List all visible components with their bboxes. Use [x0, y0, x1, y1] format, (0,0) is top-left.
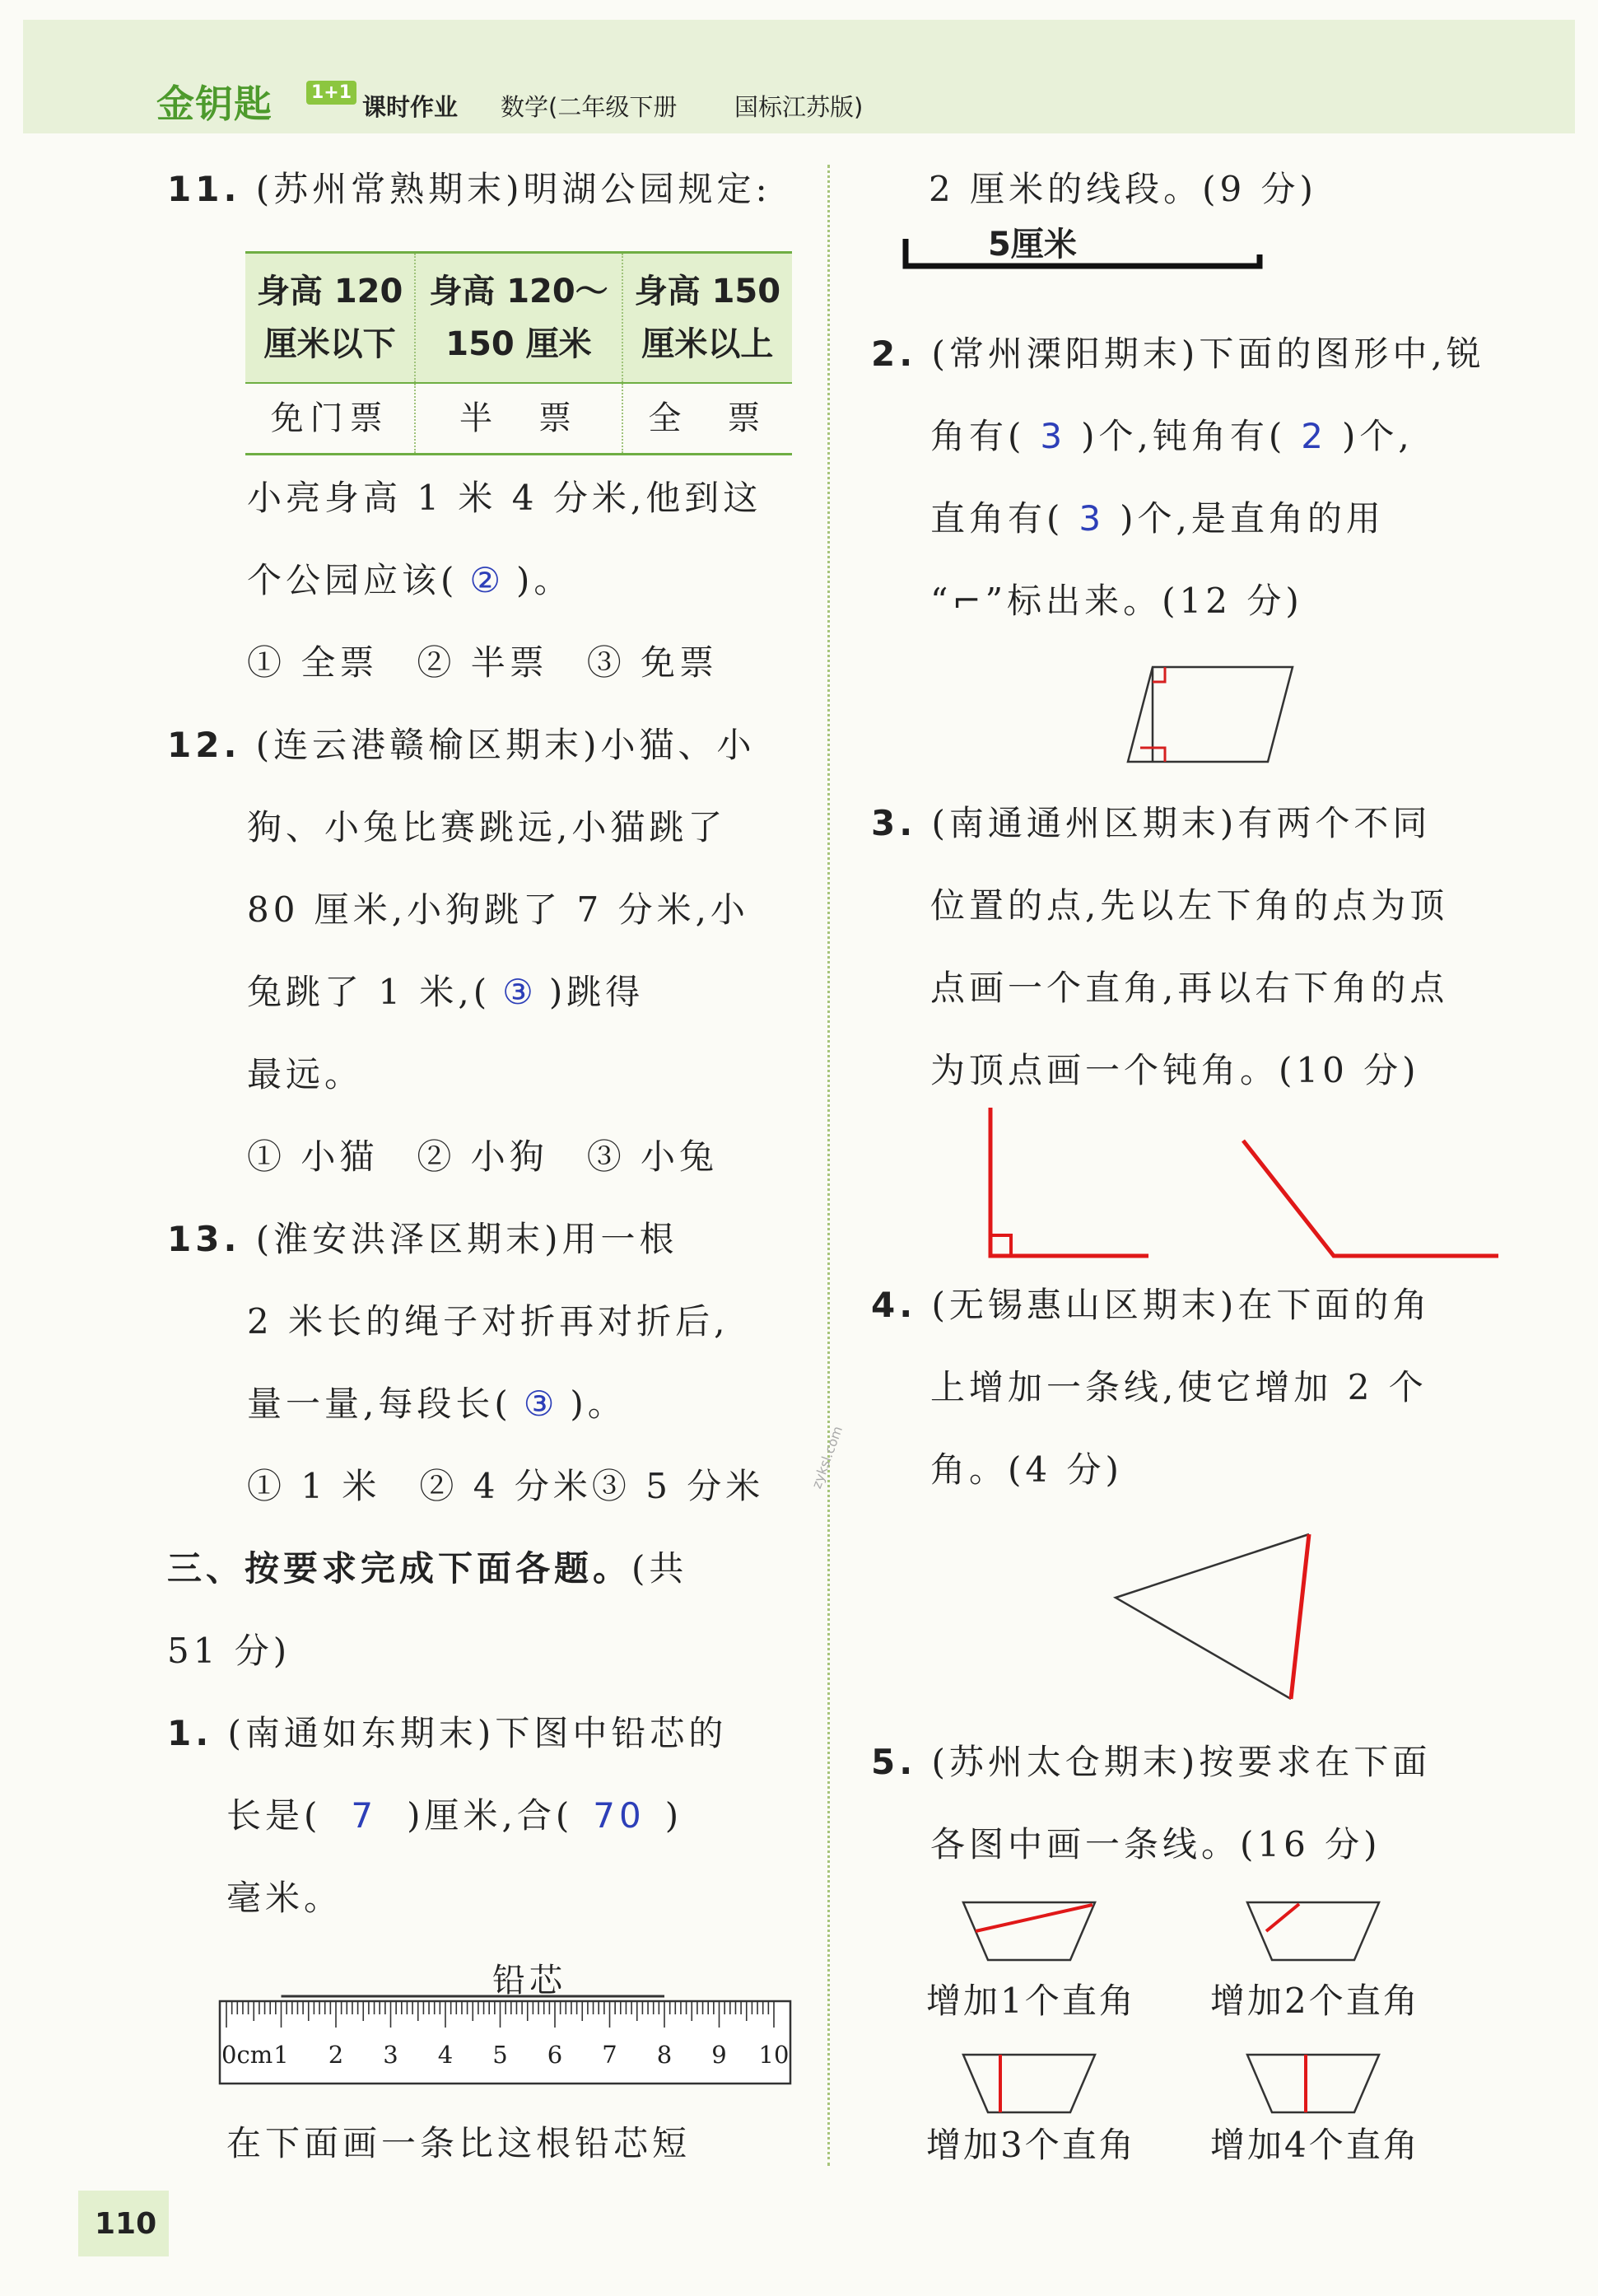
task-1-instruction-cont: 2 厘米的线段。(9 分) [929, 169, 1317, 209]
answer-mark: ③ [502, 972, 538, 1012]
label-2: 增加2个直角 [1210, 1981, 1420, 2021]
q11-line1: 小亮身高 1 米 4 分米,他到这 [247, 478, 762, 518]
section-heading: 三、按要求完成下面各题。(共 [167, 1548, 688, 1589]
ruler-tick-label: 9 [711, 2041, 727, 2069]
table-cell: 半 票 [415, 383, 622, 455]
table-cell: 免门票 [245, 383, 415, 455]
question-11 [167, 148, 771, 231]
ruler-tick-label: 2 [328, 2041, 344, 2069]
answer-mark: 2 [1301, 416, 1327, 456]
ruler-tick-label: 6 [547, 2041, 563, 2069]
question-12: 12. (连云港赣榆区期末)小猫、小 [167, 725, 756, 765]
question-number: 1. [167, 1713, 213, 1753]
ruler-tick-label: 7 [602, 2041, 617, 2069]
task-1-instruction: 在下面画一条比这根铅芯短 [226, 2123, 692, 2163]
task-2-line3: 直角有( 3 )个,是直角的用 [930, 498, 1385, 539]
ruler-label: 铅芯 [492, 1962, 566, 2000]
ruler-figure [218, 1993, 794, 2100]
table-header-cell: 身高 120～ 150 厘米 [415, 253, 622, 384]
task-4: 4. (无锡惠山区期末)在下面的角 [871, 1285, 1432, 1325]
question-number: 4. [871, 1285, 917, 1325]
section-points: 51 分) [167, 1631, 291, 1671]
table-header-cell: 身高 150 厘米以上 [622, 253, 792, 384]
task-4-line3: 角。(4 分) [930, 1449, 1123, 1490]
column-divider [827, 165, 830, 2166]
q11-line2: 个公园应该( ② )。 [247, 560, 573, 600]
task-3-line2: 位置的点,先以左下角的点为顶 [930, 885, 1449, 926]
task-1: 1. (南通如东期末)下图中铅芯的 [167, 1713, 728, 1753]
answer-mark: 70 [593, 1795, 645, 1836]
table-cell: 全 票 [622, 383, 792, 455]
question-number: 13. [167, 1219, 241, 1259]
task-4-line2: 上增加一条线,使它增加 2 个 [930, 1367, 1428, 1407]
task-3-line3: 点画一个直角,再以右下角的点 [930, 968, 1449, 1008]
answer-mark: ② [469, 560, 505, 600]
drawn-segment [901, 235, 1264, 276]
trapezoid-figure [1124, 659, 1305, 770]
answer-mark: 7 [351, 1795, 378, 1836]
task-3: 3. (南通通州区期末)有两个不同 [871, 803, 1432, 843]
answer-mark: 3 [1040, 416, 1067, 456]
task-2: 2. (常州溧阳期末)下面的图形中,锐 [871, 334, 1485, 374]
question-number: 3. [871, 803, 917, 843]
brand-logo: 金钥匙 [156, 82, 273, 126]
label-1: 增加1个直角 [926, 1981, 1136, 2021]
task-2-line2: 角有( 3 )个,钝角有( 2 )个, [930, 416, 1414, 456]
segment-label: 5厘米 [988, 226, 1077, 264]
trapezoid-1 [959, 1898, 1099, 1964]
ruler-tick-label: 10 [758, 2041, 790, 2069]
task-1-line2: 长是( 7 )厘米,合( 70 ) [226, 1795, 683, 1836]
q12-line5: 最远。 [247, 1054, 364, 1094]
brand-badge: 1+1 [306, 81, 356, 105]
question-number: 2. [871, 334, 917, 374]
label-4: 增加4个直角 [1210, 2125, 1420, 2165]
task-2-line4: “⌐”标出来。(12 分) [930, 581, 1303, 621]
q12-line4: 兔跳了 1 米,( ③ )跳得 [247, 972, 645, 1012]
q12-line2: 狗、小兔比赛跳远,小猫跳了 [247, 807, 727, 847]
angle-figures [971, 1104, 1507, 1268]
page-number: 110 [95, 2207, 157, 2241]
ruler-tick-label: 8 [656, 2041, 673, 2069]
ruler-tick-label: 4 [437, 2041, 454, 2069]
ruler-tick-label: 1 [273, 2041, 289, 2069]
question-number: 11. [167, 169, 241, 209]
q13-options: ① 1 米 ② 4 分米③ 5 分米 [247, 1466, 765, 1506]
question-number: 12. [167, 725, 241, 765]
q11-options: ① 全票 ② 半票 ③ 免票 [247, 642, 719, 683]
answer-mark: 3 [1079, 498, 1106, 539]
q13-line3: 量一量,每段长( ③ )。 [247, 1384, 627, 1424]
q13-line2: 2 米长的绳子对折再对折后, [247, 1301, 729, 1342]
task-5: 5. (苏州太仓期末)按要求在下面 [871, 1742, 1432, 1782]
question-13: 13. (淮安洪泽区期末)用一根 [167, 1219, 678, 1259]
question-number: 5. [871, 1742, 917, 1782]
ruler-tick-label: 0cm [221, 2041, 273, 2069]
q12-line3: 80 厘米,小狗跳了 7 分米,小 [247, 889, 749, 930]
triangle-figure [1111, 1528, 1317, 1705]
task-5-line2: 各图中画一条线。(16 分) [930, 1824, 1381, 1864]
table-header-cell: 身高 120 厘米以下 [245, 253, 415, 384]
watermark: zyksl.com [808, 1424, 846, 1491]
ticket-rule-table [245, 251, 792, 455]
question-stem: (苏州常熟期末)明湖公园规定: [255, 169, 771, 209]
task-1-line3: 毫米。 [226, 1878, 343, 1918]
series-title: 课时作业 [362, 93, 459, 121]
answer-mark: ③ [523, 1384, 559, 1424]
label-3: 增加3个直角 [926, 2125, 1136, 2165]
ruler-tick-label: 5 [492, 2041, 508, 2069]
q12-options: ① 小猫 ② 小狗 ③ 小兔 [247, 1136, 719, 1177]
task-3-line4: 为顶点画一个钝角。(10 分) [930, 1050, 1420, 1090]
subject-title: 数学(二年级下册 [501, 93, 678, 121]
ruler-tick-label: 3 [383, 2041, 398, 2069]
trapezoid-2 [1243, 1898, 1383, 1964]
edition-title: 国标江苏版) [734, 93, 864, 121]
